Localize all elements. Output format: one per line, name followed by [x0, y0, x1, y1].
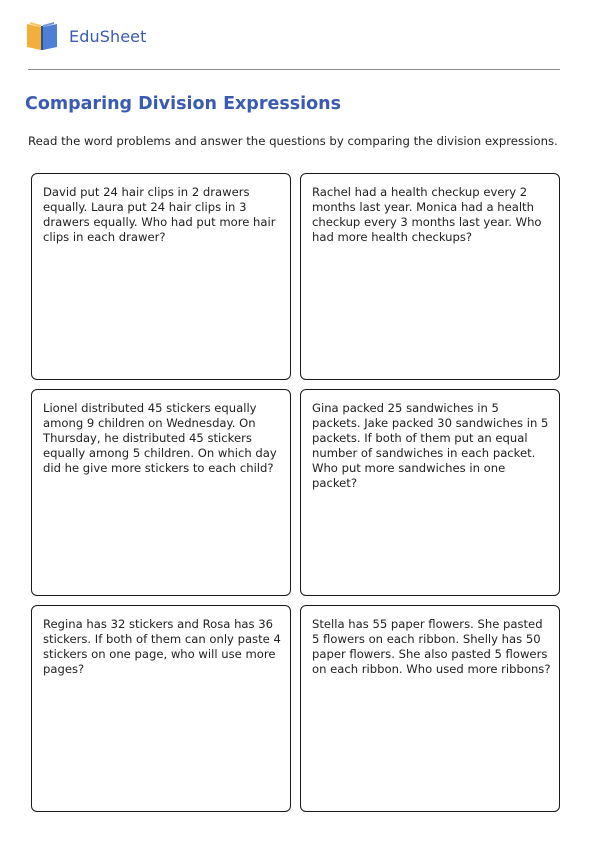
- header: [26, 20, 146, 52]
- problem-card-5[interactable]: [31, 605, 291, 812]
- problem-card-6[interactable]: [300, 605, 560, 812]
- problem-grid: [31, 173, 560, 812]
- problem-text: Regina has 32 stickers and Rosa has 36 stickers. If both of them can only paste 4 stickers on one page, who will use more pages?: [43, 617, 281, 676]
- page-title: Comparing Division Expressions: [25, 94, 342, 114]
- problem-text: Lionel distributed 45 stickers equally among 9 children on Wednesday. On Thursday, he distributed 45 stickers equally among 5 children. On which day did he give more stickers to each child?: [43, 401, 277, 475]
- problem-card-2[interactable]: [300, 173, 560, 380]
- brand-name: EduSheet: [69, 26, 147, 46]
- open-book-icon: [26, 21, 58, 51]
- problem-text: Gina packed 25 sandwiches in 5 packets. Jake packed 30 sandwiches in 5 packets. If both of them put an equal number of sandwiches in each packet. Who put more sandwiches in one packet?: [312, 401, 549, 490]
- problem-text: Stella has 55 paper flowers. She pasted 5 flowers on each ribbon. Shelly has 50 paper flowers. She also pasted 5 flowers on each ribbon. Who used more ribbons?: [312, 617, 551, 676]
- instructions: Read the word problems and answer the questions by comparing the division expressions.: [28, 134, 558, 148]
- problem-card-3[interactable]: [31, 389, 291, 596]
- header-divider: [28, 69, 560, 70]
- problem-text: David put 24 hair clips in 2 drawers equally. Laura put 24 hair clips in 3 drawers equally. Who had put more hair clips in each drawer?: [43, 185, 276, 244]
- problem-card-1[interactable]: [31, 173, 291, 380]
- problem-card-4[interactable]: [300, 389, 560, 596]
- problem-text: Rachel had a health checkup every 2 months last year. Monica had a health checkup every 3 months last year. Who had more health checkups?: [312, 185, 542, 244]
